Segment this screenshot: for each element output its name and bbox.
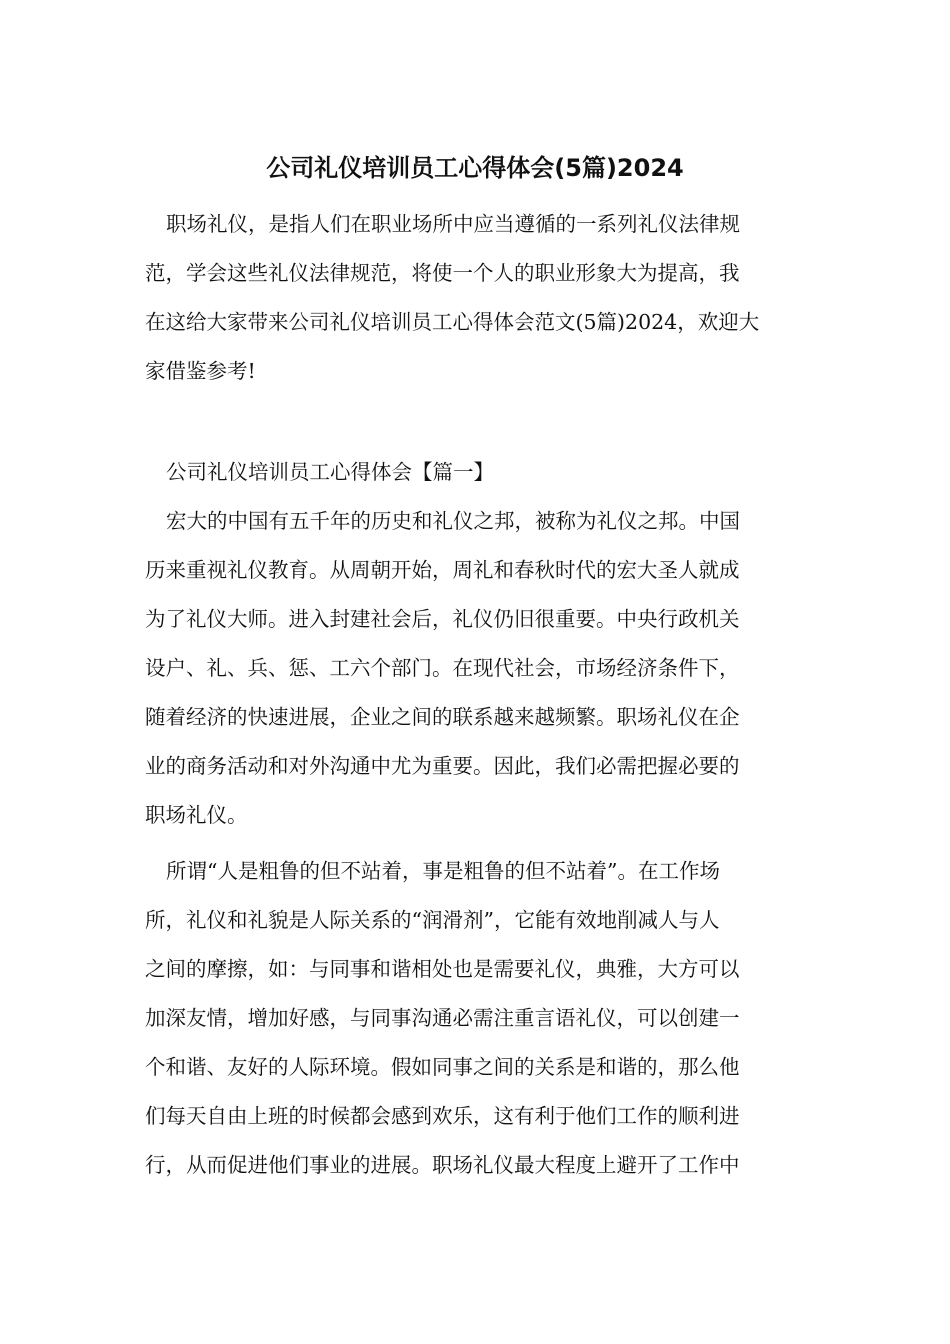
paragraph-line: 业的商务活动和对外沟通中尤为重要。因此，我们必需把握必要的 (145, 754, 740, 778)
intro-line: 范，学会这些礼仪法律规范，将使一个人的职业形象大为提高，我 (145, 261, 740, 285)
paragraph-line: 宏大的中国有五千年的历史和礼仪之邦，被称为礼仪之邦。中国 (166, 509, 740, 533)
paragraph-line: 们每天自由上班的时候都会感到欢乐，这有利于他们工作的顺利进 (145, 1104, 740, 1128)
intro-line: 家借鉴参考! (145, 359, 256, 383)
paragraph-line: 所，礼仪和礼貌是人际关系的“润滑剂”，它能有效地削减人与人 (145, 908, 720, 932)
body-paragraph-2 (145, 847, 805, 1190)
paragraph-line: 历来重视礼仪教育。从周朝开始，周礼和春秋时代的宏大圣人就成 (145, 558, 740, 582)
intro-line: 在这给大家带来公司礼仪培训员工心得体会范文(5篇)2024，欢迎大 (145, 310, 760, 334)
section-heading-text: 公司礼仪培训员工心得体会【篇一】 (166, 460, 494, 484)
document-title: 公司礼仪培训员工心得体会(5篇)2024 (266, 154, 684, 182)
paragraph-line: 之间的摩擦，如：与同事和谐相处也是需要礼仪，典雅，大方可以 (145, 957, 740, 981)
paragraph-line: 随着经济的快速进展，企业之间的联系越来越频繁。职场礼仪在企 (145, 705, 740, 729)
paragraph-line: 所谓“人是粗鲁的但不站着，事是粗鲁的但不站着”。在工作场 (166, 859, 720, 883)
paragraph-line: 为了礼仪大师。进入封建社会后，礼仪仍旧很重要。中央行政机关 (145, 607, 740, 631)
paragraph-line: 职场礼仪。 (145, 803, 248, 827)
intro-line: 职场礼仪，是指人们在职业场所中应当遵循的一系列礼仪法律规 (166, 212, 740, 236)
paragraph-line: 个和谐、友好的人际环境。假如同事之间的关系是和谐的，那么他 (145, 1055, 740, 1079)
intro-paragraph (145, 200, 805, 396)
paragraph-line: 设户、礼、兵、惩、工六个部门。在现代社会，市场经济条件下， (145, 656, 740, 680)
paragraph-line: 行，从而促进他们事业的进展。职场礼仪最大程度上避开了工作中 (145, 1153, 740, 1177)
section-heading (145, 448, 805, 497)
paragraph-line: 加深友情，增加好感，与同事沟通必需注重言语礼仪，可以创建一 (145, 1006, 740, 1030)
body-paragraph-1 (145, 497, 805, 840)
